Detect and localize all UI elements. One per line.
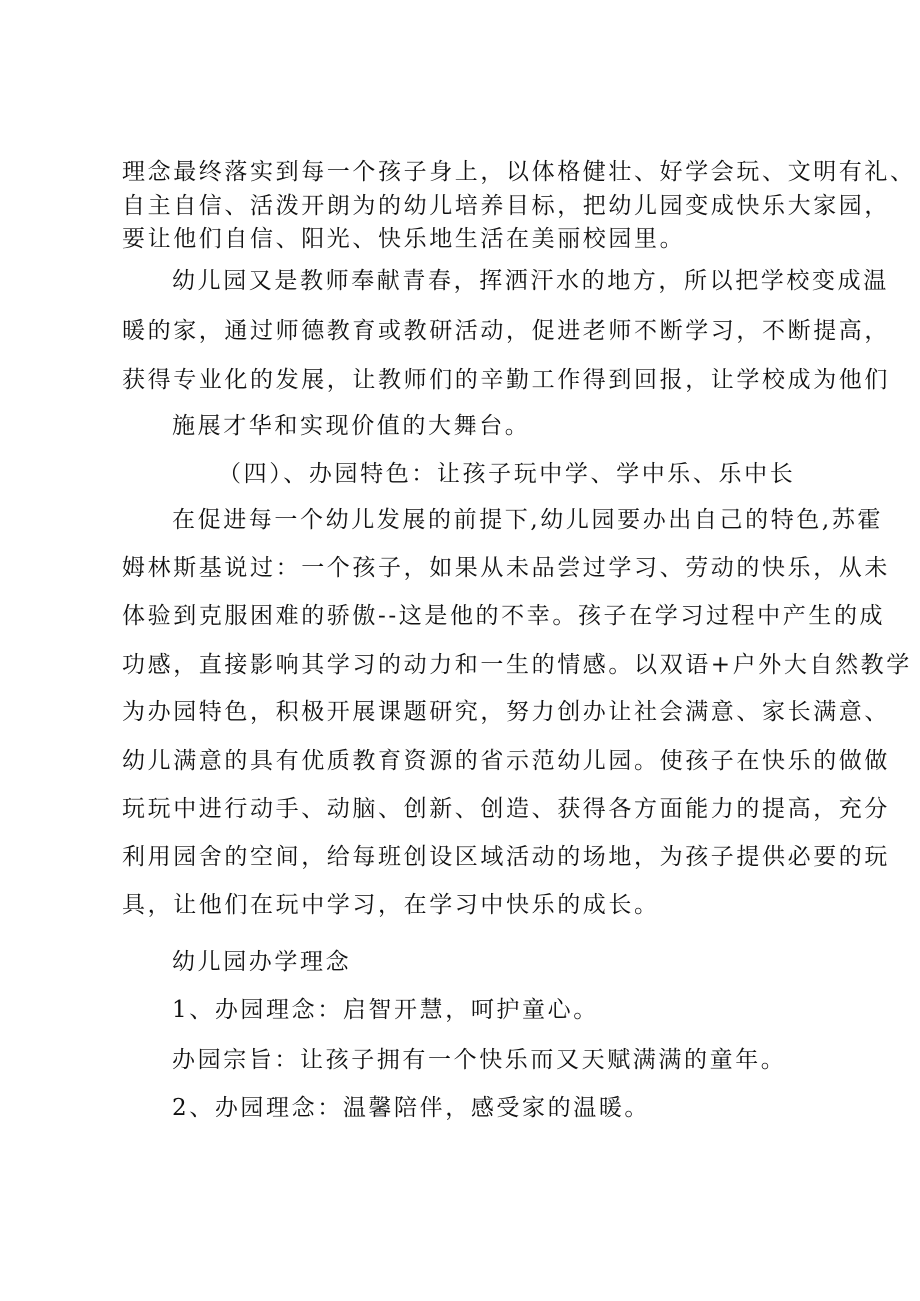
paragraph-3-line-8: 利用园舍的空间，给每班创设区域活动的场地，为孩子提供必要的玩 xyxy=(122,844,890,870)
paragraph-2-line-2: 暖的家，通过师德教育或教研活动，促进老师不断学习，不断提高， xyxy=(122,318,890,344)
item-1: 1、办园理念：启智开慧，呵护童心。 xyxy=(172,997,599,1023)
paragraph-3-line-7: 玩玩中进行动手、动脑、创新、创造、获得各方面能力的提高，充分 xyxy=(122,796,890,822)
section-heading: （四）、办园特色：让孩子玩中学、学中乐、乐中长 xyxy=(218,461,796,487)
paragraph-3-line-5: 为办园特色，积极开展课题研究，努力创办让社会满意、家长满意、 xyxy=(122,699,890,725)
paragraph-1-line-1: 理念最终落实到每一个孩子身上，以体格健壮、好学会玩、文明有礼、 xyxy=(122,159,916,185)
paragraph-2-line-1: 幼儿园又是教师奉献青春，挥洒汗水的地方，所以把学校变成温 xyxy=(172,268,889,294)
paragraph-1-line-3: 要让他们自信、阳光、快乐地生活在美丽校园里。 xyxy=(122,226,686,252)
paragraph-3-line-3: 体验到克服困难的骄傲--这是他的不幸。孩子在学习过程中产生的成 xyxy=(122,603,886,629)
item-1-purpose: 办园宗旨：让孩子拥有一个快乐而又天赋满满的童年。 xyxy=(172,1047,787,1073)
paragraph-3-line-6: 幼儿满意的具有优质教育资源的省示范幼儿园。使孩子在快乐的做做 xyxy=(122,748,890,774)
paragraph-1-line-2: 自主自信、活泼开朗为的幼儿培养目标，把幼儿园变成快乐大家园， xyxy=(122,193,890,219)
paragraph-2-line-4: 施展才华和实现价值的大舞台。 xyxy=(172,413,531,439)
paragraph-3-line-1: 在促进每一个幼儿发展的前提下,幼儿园要办出自己的特色,苏霍 xyxy=(172,507,884,533)
paragraph-3-line-9: 具，让他们在玩中学习，在学习中快乐的成长。 xyxy=(122,892,660,918)
paragraph-3-line-2: 姆林斯基说过：一个孩子，如果从未品尝过学习、劳动的快乐，从未 xyxy=(122,555,890,581)
paragraph-3-line-4: 功感，直接影响其学习的动力和一生的情感。以双语+户外大自然教学 xyxy=(122,652,912,678)
subtitle: 幼儿园办学理念 xyxy=(172,949,352,975)
paragraph-2-line-3: 获得专业化的发展，让教师们的辛勤工作得到回报，让学校成为他们 xyxy=(122,367,890,393)
item-2: 2、办园理念：温馨陪伴，感受家的温暖。 xyxy=(172,1095,651,1121)
